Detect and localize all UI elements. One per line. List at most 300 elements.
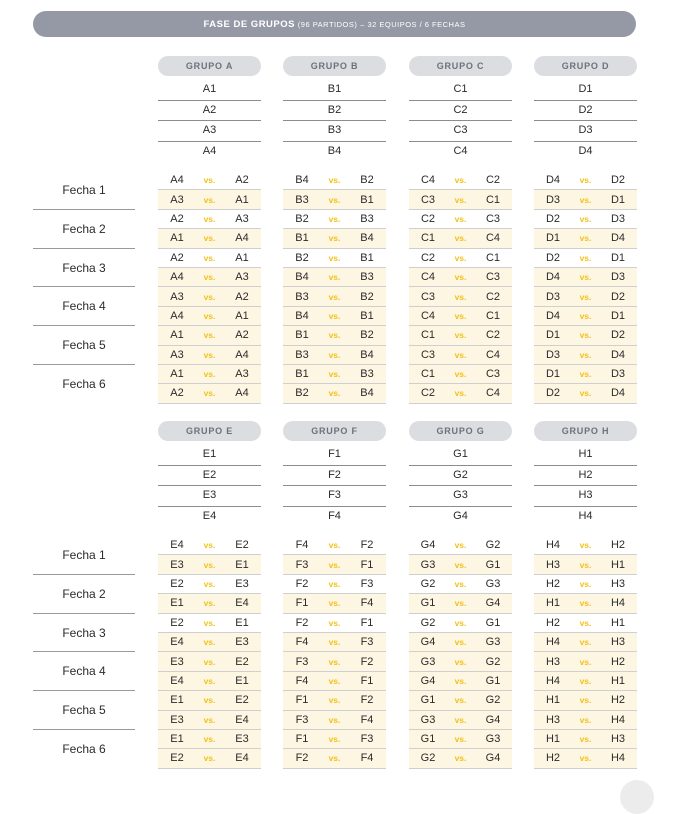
vs-label: vs. [454, 213, 467, 224]
team-item: G1 [409, 445, 512, 466]
home-team: F1 [295, 597, 309, 610]
vs-label: vs. [328, 559, 341, 570]
match-row [409, 210, 512, 229]
team-item: B3 [283, 121, 386, 142]
vs-label: vs. [328, 310, 341, 321]
group-name: GRUPO F [283, 421, 386, 441]
away-team: A1 [235, 251, 249, 264]
match-row [534, 633, 637, 652]
vs-label: vs. [454, 252, 467, 263]
vs-label: vs. [579, 175, 592, 186]
home-team: F3 [295, 713, 309, 726]
fecha-label: Fecha 6 [62, 741, 106, 756]
away-team: F4 [360, 752, 374, 765]
match-list [409, 171, 512, 404]
home-team: C2 [420, 387, 436, 400]
home-team: H1 [545, 733, 561, 746]
home-team: G4 [420, 539, 436, 552]
match-row [534, 691, 637, 710]
away-team: H3 [610, 636, 626, 649]
team-list [158, 80, 261, 161]
match-row [283, 229, 386, 248]
team-list [534, 80, 637, 161]
away-team: C4 [485, 232, 501, 245]
match-row [534, 384, 637, 403]
away-team: F3 [360, 577, 374, 590]
group-name: GRUPO G [409, 421, 512, 441]
home-team: H3 [545, 713, 561, 726]
home-team: C1 [420, 232, 436, 245]
vs-label: vs. [579, 656, 592, 667]
away-team: C1 [485, 309, 501, 322]
team-item: G2 [409, 466, 512, 487]
home-team: C3 [420, 348, 436, 361]
vs-label: vs. [328, 369, 341, 380]
match-row [409, 555, 512, 574]
match-row [534, 594, 637, 613]
vs-label: vs. [203, 617, 216, 628]
home-team: E2 [170, 577, 184, 590]
vs-label: vs. [454, 540, 467, 551]
away-team: H1 [610, 558, 626, 571]
away-team: H2 [610, 694, 626, 707]
group-column [534, 56, 637, 161]
vs-label: vs. [454, 388, 467, 399]
team-list [409, 80, 512, 161]
home-team: E4 [170, 674, 184, 687]
home-team: D1 [545, 329, 561, 342]
home-team: E1 [170, 694, 184, 707]
home-team: G3 [420, 655, 436, 668]
match-row [158, 229, 261, 248]
away-team: E2 [235, 694, 249, 707]
match-row [283, 652, 386, 671]
vs-label: vs. [579, 540, 592, 551]
home-team: A4 [170, 174, 184, 187]
away-team: G4 [485, 752, 501, 765]
fecha-column [33, 171, 135, 404]
match-row [409, 346, 512, 365]
match-row [158, 307, 261, 326]
fecha-label: Fecha 6 [62, 376, 106, 391]
vs-label: vs. [328, 695, 341, 706]
header-banner [33, 11, 636, 37]
fecha-label: Fecha 2 [33, 210, 135, 249]
vs-label: vs. [203, 252, 216, 263]
home-team: H2 [545, 752, 561, 765]
home-team: G2 [420, 752, 436, 765]
vs-label: vs. [203, 656, 216, 667]
vs-label: vs. [454, 598, 467, 609]
match-row [158, 171, 261, 190]
match-row [283, 365, 386, 384]
away-team: E2 [235, 539, 249, 552]
match-row [534, 711, 637, 730]
home-team: H4 [545, 674, 561, 687]
team-item: F2 [283, 466, 386, 487]
team-item: B2 [283, 101, 386, 122]
away-team: D1 [610, 309, 626, 322]
away-team: H1 [610, 616, 626, 629]
match-list [283, 171, 386, 404]
home-team: F4 [295, 636, 309, 649]
fecha-column [33, 536, 135, 769]
home-team: E3 [170, 558, 184, 571]
match-row [283, 691, 386, 710]
fecha-label: Fecha 5 [33, 326, 135, 365]
home-team: F1 [295, 733, 309, 746]
home-team: A2 [170, 212, 184, 225]
home-team: B1 [295, 329, 309, 342]
vs-label: vs. [203, 349, 216, 360]
away-team: E1 [235, 674, 249, 687]
match-row [283, 633, 386, 652]
away-team: B3 [360, 212, 374, 225]
team-item: H4 [578, 509, 593, 522]
match-row [158, 614, 261, 633]
home-team: D1 [545, 368, 561, 381]
vs-label: vs. [203, 637, 216, 648]
vs-label: vs. [454, 637, 467, 648]
home-team: C2 [420, 251, 436, 264]
match-row [409, 326, 512, 345]
fecha-label: Fecha 3 [33, 249, 135, 288]
match-row [158, 365, 261, 384]
home-team: G2 [420, 577, 436, 590]
home-team: B1 [295, 368, 309, 381]
away-team: E3 [235, 577, 249, 590]
team-item: C2 [409, 101, 512, 122]
home-team: H2 [545, 577, 561, 590]
fecha-label: Fecha 1 [33, 171, 135, 210]
banner-subtitle: (96 PARTIDOS) [297, 20, 358, 29]
away-team: H2 [610, 655, 626, 668]
match-row [409, 307, 512, 326]
home-team: G3 [420, 713, 436, 726]
away-team: D1 [610, 193, 626, 206]
away-team: G2 [485, 539, 501, 552]
away-team: H4 [610, 597, 626, 610]
match-row [283, 326, 386, 345]
vs-label: vs. [454, 559, 467, 570]
away-team: G3 [485, 636, 501, 649]
match-row [283, 730, 386, 749]
vs-label: vs. [454, 291, 467, 302]
away-team: C1 [485, 251, 501, 264]
page-indicator [620, 780, 654, 814]
home-team: H2 [545, 616, 561, 629]
match-row [409, 171, 512, 190]
away-team: A1 [235, 309, 249, 322]
away-team: F2 [360, 694, 374, 707]
match-row [409, 575, 512, 594]
home-team: G4 [420, 636, 436, 649]
match-row [409, 691, 512, 710]
away-team: D4 [610, 387, 626, 400]
team-item: C4 [453, 144, 468, 157]
team-item: A2 [158, 101, 261, 122]
away-team: C4 [485, 348, 501, 361]
group-column [158, 421, 261, 526]
match-row [158, 536, 261, 555]
home-team: B3 [295, 193, 309, 206]
away-team: B1 [360, 251, 374, 264]
vs-label: vs. [203, 695, 216, 706]
fecha-label: Fecha 2 [33, 575, 135, 614]
team-item: B4 [327, 144, 342, 157]
vs-label: vs. [579, 330, 592, 341]
vs-label: vs. [454, 349, 467, 360]
away-team: C1 [485, 193, 501, 206]
home-team: G1 [420, 597, 436, 610]
vs-label: vs. [203, 578, 216, 589]
vs-label: vs. [328, 675, 341, 686]
home-team: C1 [420, 329, 436, 342]
away-team: F1 [360, 674, 374, 687]
match-row [534, 555, 637, 574]
match-row [534, 171, 637, 190]
away-team: A4 [235, 387, 249, 400]
fecha-label: Fecha 4 [33, 287, 135, 326]
away-team: H3 [610, 577, 626, 590]
match-row [158, 249, 261, 268]
away-team: C2 [485, 290, 501, 303]
away-team: B2 [360, 174, 374, 187]
home-team: G1 [420, 733, 436, 746]
team-item: D1 [534, 80, 637, 101]
match-row [158, 749, 261, 768]
vs-label: vs. [203, 598, 216, 609]
match-row [409, 749, 512, 768]
away-team: H1 [610, 674, 626, 687]
team-list [283, 445, 386, 526]
vs-label: vs. [328, 714, 341, 725]
home-team: D3 [545, 290, 561, 303]
team-item: E1 [158, 445, 261, 466]
team-item: B1 [283, 80, 386, 101]
home-team: B3 [295, 348, 309, 361]
vs-label: vs. [579, 675, 592, 686]
away-team: C2 [485, 174, 501, 187]
home-team: B2 [295, 212, 309, 225]
home-team: C4 [420, 174, 436, 187]
vs-label: vs. [579, 617, 592, 628]
fecha-label: Fecha 4 [33, 652, 135, 691]
match-row [409, 652, 512, 671]
fecha-label: Fecha 1 [33, 536, 135, 575]
group-name: GRUPO D [534, 56, 637, 76]
home-team: C3 [420, 193, 436, 206]
away-team: D4 [610, 232, 626, 245]
match-row [283, 672, 386, 691]
match-row [409, 190, 512, 209]
match-list [534, 171, 637, 404]
away-team: F1 [360, 558, 374, 571]
home-team: D2 [545, 251, 561, 264]
match-row [158, 268, 261, 287]
away-team: G2 [485, 655, 501, 668]
home-team: E4 [170, 636, 184, 649]
vs-label: vs. [328, 252, 341, 263]
away-team: G1 [485, 616, 501, 629]
group-column [283, 421, 386, 526]
vs-label: vs. [328, 233, 341, 244]
away-team: E3 [235, 636, 249, 649]
home-team: H3 [545, 655, 561, 668]
group-name: GRUPO C [409, 56, 512, 76]
match-row [158, 691, 261, 710]
home-team: B4 [295, 271, 309, 284]
home-team: H4 [545, 636, 561, 649]
banner-detail: – 32 EQUIPOS / 6 FECHAS [360, 20, 466, 29]
vs-label: vs. [579, 734, 592, 745]
match-row [534, 575, 637, 594]
team-item: E4 [202, 509, 217, 522]
match-row [158, 346, 261, 365]
match-row [534, 365, 637, 384]
match-row [409, 614, 512, 633]
vs-label: vs. [328, 734, 341, 745]
match-row [158, 730, 261, 749]
away-team: F3 [360, 636, 374, 649]
home-team: G1 [420, 694, 436, 707]
vs-label: vs. [328, 291, 341, 302]
match-row [158, 672, 261, 691]
vs-label: vs. [579, 291, 592, 302]
team-item: F4 [328, 509, 341, 522]
home-team: G4 [420, 674, 436, 687]
match-row [534, 536, 637, 555]
home-team: D1 [545, 232, 561, 245]
home-team: E4 [170, 539, 184, 552]
vs-label: vs. [328, 213, 341, 224]
away-team: E1 [235, 558, 249, 571]
match-list [158, 536, 261, 769]
home-team: E3 [170, 713, 184, 726]
team-item: D2 [534, 101, 637, 122]
away-team: B4 [360, 348, 374, 361]
match-row [283, 594, 386, 613]
vs-label: vs. [454, 617, 467, 628]
team-item: G4 [453, 509, 468, 522]
match-row [283, 307, 386, 326]
home-team: B2 [295, 387, 309, 400]
away-team: D3 [610, 212, 626, 225]
vs-label: vs. [454, 578, 467, 589]
match-row [158, 287, 261, 306]
vs-label: vs. [328, 272, 341, 283]
home-team: F2 [295, 616, 309, 629]
match-list [158, 171, 261, 404]
vs-label: vs. [454, 310, 467, 321]
away-team: H2 [610, 539, 626, 552]
home-team: F2 [295, 752, 309, 765]
match-row [283, 555, 386, 574]
home-team: H4 [545, 539, 561, 552]
home-team: A2 [170, 387, 184, 400]
home-team: B3 [295, 290, 309, 303]
away-team: C2 [485, 329, 501, 342]
team-item: H2 [534, 466, 637, 487]
match-row [283, 287, 386, 306]
match-row [283, 171, 386, 190]
vs-label: vs. [454, 656, 467, 667]
vs-label: vs. [203, 194, 216, 205]
match-row [534, 210, 637, 229]
away-team: A3 [235, 271, 249, 284]
fecha-label: Fecha 3 [33, 614, 135, 653]
team-item: A3 [158, 121, 261, 142]
vs-label: vs. [454, 175, 467, 186]
match-row [534, 749, 637, 768]
match-row [409, 365, 512, 384]
home-team: B2 [295, 251, 309, 264]
home-team: G2 [420, 616, 436, 629]
group-column [158, 56, 261, 161]
vs-label: vs. [328, 330, 341, 341]
home-team: A4 [170, 309, 184, 322]
vs-label: vs. [328, 349, 341, 360]
home-team: G3 [420, 558, 436, 571]
home-team: A2 [170, 251, 184, 264]
match-row [283, 575, 386, 594]
match-row [158, 652, 261, 671]
away-team: A4 [235, 232, 249, 245]
away-team: B4 [360, 387, 374, 400]
match-row [283, 249, 386, 268]
match-row [158, 384, 261, 403]
home-team: A1 [170, 329, 184, 342]
home-team: A4 [170, 271, 184, 284]
home-team: E2 [170, 616, 184, 629]
away-team: G2 [485, 694, 501, 707]
team-item: C3 [409, 121, 512, 142]
home-team: F2 [295, 577, 309, 590]
vs-label: vs. [203, 330, 216, 341]
vs-label: vs. [203, 233, 216, 244]
home-team: A1 [170, 368, 184, 381]
match-row [158, 711, 261, 730]
vs-label: vs. [328, 540, 341, 551]
vs-label: vs. [454, 233, 467, 244]
vs-label: vs. [328, 637, 341, 648]
home-team: A1 [170, 232, 184, 245]
away-team: C3 [485, 368, 501, 381]
home-team: C2 [420, 212, 436, 225]
away-team: F4 [360, 597, 374, 610]
vs-label: vs. [579, 388, 592, 399]
away-team: F1 [360, 616, 374, 629]
home-team: D4 [545, 174, 561, 187]
vs-label: vs. [203, 734, 216, 745]
vs-label: vs. [203, 369, 216, 380]
vs-label: vs. [454, 369, 467, 380]
match-row [283, 384, 386, 403]
vs-label: vs. [579, 233, 592, 244]
match-row [534, 346, 637, 365]
away-team: G3 [485, 733, 501, 746]
home-team: D3 [545, 348, 561, 361]
vs-label: vs. [579, 213, 592, 224]
group-column [409, 421, 512, 526]
match-row [283, 210, 386, 229]
match-row [409, 711, 512, 730]
match-row [283, 268, 386, 287]
match-list [534, 536, 637, 769]
vs-label: vs. [203, 213, 216, 224]
match-row [158, 326, 261, 345]
vs-label: vs. [203, 753, 216, 764]
